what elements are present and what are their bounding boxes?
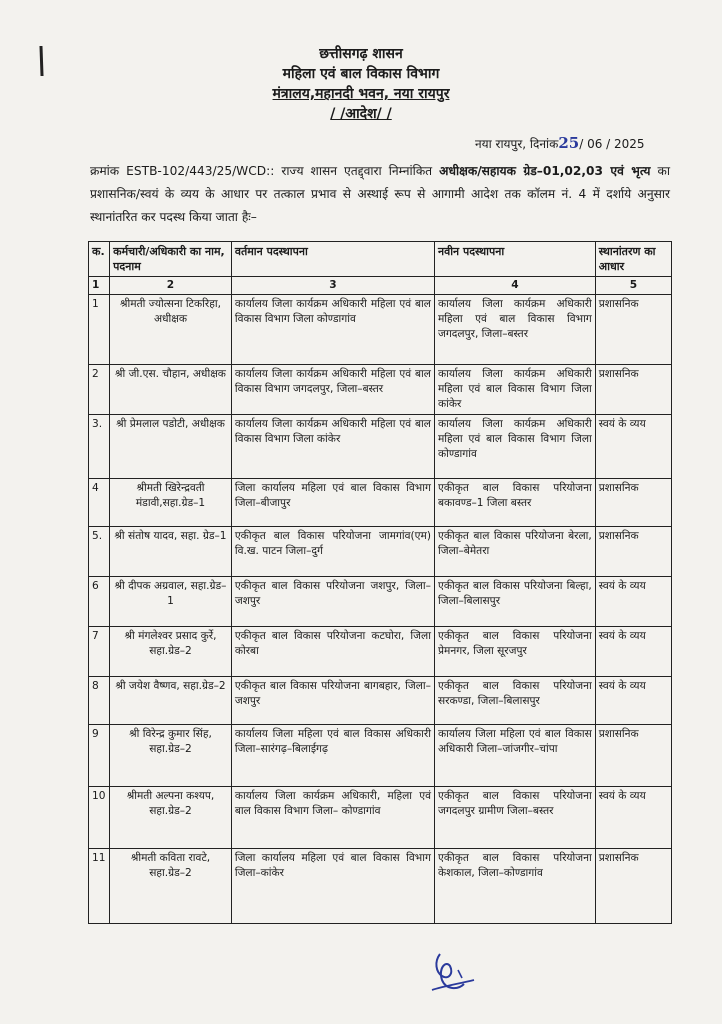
signature-mark xyxy=(428,950,478,996)
table-row xyxy=(89,725,672,787)
cell-serial: 7 xyxy=(89,627,110,677)
col-number: 1 xyxy=(89,277,110,295)
cell-new-posting: कार्यालय जिला कार्यक्रम अधिकारी महिला एवं बाल विकास विभाग जगदलपुर, जिला–बस्तर xyxy=(434,295,595,365)
cell-name: श्री दीपक अग्रवाल, सहा.ग्रेड–1 xyxy=(110,577,232,627)
header-basis: स्थानांतरण का आधार xyxy=(595,242,671,277)
cell-new-posting: एकीकृत बाल विकास परियोजना बेरला, जिला–बेमेतरा xyxy=(434,527,595,577)
govt-name: छत्तीसगढ़ शासन xyxy=(319,46,403,62)
cell-name: श्री मंगलेश्वर प्रसाद कुर्रे, सहा.ग्रेड–2 xyxy=(110,627,232,677)
cell-current-posting: एकीकृत बाल विकास परियोजना जामगांव(एम) वि.ख. पाटन जिला–दुर्ग xyxy=(231,527,434,577)
cell-name: श्रीमती कविता रावटे, सहा.ग्रेड–2 xyxy=(110,849,232,924)
date-line xyxy=(475,134,645,152)
order-text-1: क्रमांक ESTB-102/443/25/WCD:: राज्य शासन एतद्द्वारा निम्नांकित xyxy=(90,164,440,178)
cell-basis: प्रशासनिक xyxy=(595,527,671,577)
date-suffix: / 06 / 2025 xyxy=(579,137,645,151)
handwritten-day: 25 xyxy=(558,134,580,152)
cell-new-posting: कार्यालय जिला कार्यक्रम अधिकारी महिला एवं बाल विकास विभाग जिला कोण्डागांव xyxy=(434,415,595,479)
cell-serial: 6 xyxy=(89,577,110,627)
cell-serial: 2 xyxy=(89,365,110,415)
order-paragraph xyxy=(90,160,670,229)
cell-serial: 4 xyxy=(89,479,110,527)
table-row xyxy=(89,415,672,479)
header-serial: क. xyxy=(89,242,110,277)
order-text-bold: अधीक्षक/सहायक ग्रेड–01,02,03 एवं भृत्य xyxy=(439,164,651,178)
col-number: 5 xyxy=(595,277,671,295)
cell-name: श्रीमती अल्पना कश्यप, सहा.ग्रेड–2 xyxy=(110,787,232,849)
col-number: 2 xyxy=(110,277,232,295)
cell-current-posting: कार्यालय जिला कार्यक्रम अधिकारी महिला एवं बाल विकास विभाग जगदलपुर, जिला–बस्तर xyxy=(231,365,434,415)
column-number-row xyxy=(89,277,672,295)
cell-new-posting: एकीकृत बाल विकास परियोजना बिल्हा, जिला–बिलासपुर xyxy=(434,577,595,627)
cell-basis: प्रशासनिक xyxy=(595,479,671,527)
cell-basis: स्वयं के व्यय xyxy=(595,677,671,725)
col-number: 3 xyxy=(231,277,434,295)
cell-serial: 5. xyxy=(89,527,110,577)
cell-current-posting: एकीकृत बाल विकास परियोजना बागबहार, जिला–जशपुर xyxy=(231,677,434,725)
date-prefix: नया रायपुर, दिनांक xyxy=(475,137,559,151)
cell-current-posting: कार्यालय जिला कार्यक्रम अधिकारी महिला एवं बाल विकास विभाग जिला कोण्डागांव xyxy=(231,295,434,365)
cell-new-posting: एकीकृत बाल विकास परियोजना सरकण्डा, जिला–बिलासपुर xyxy=(434,677,595,725)
cell-basis: स्वयं के व्यय xyxy=(595,627,671,677)
cell-new-posting: एकीकृत बाल विकास परियोजना बकावण्ड–1 जिला बस्तर xyxy=(434,479,595,527)
cell-basis: प्रशासनिक xyxy=(595,849,671,924)
cell-name: श्री प्रेमलाल पडोटी, अधीक्षक xyxy=(110,415,232,479)
office-address: मंत्रालय,महानदी भवन, नया रायपुर xyxy=(272,86,450,102)
cell-new-posting: एकीकृत बाल विकास परियोजना केशकाल, जिला–कोण्डागांव xyxy=(434,849,595,924)
table-row xyxy=(89,627,672,677)
cell-serial: 8 xyxy=(89,677,110,725)
cell-new-posting: एकीकृत बाल विकास परियोजना प्रेमनगर, जिला सूरजपुर xyxy=(434,627,595,677)
cell-name: श्रीमती खिरेन्द्रवती मंडावी,सहा.ग्रेड–1 xyxy=(110,479,232,527)
cell-current-posting: एकीकृत बाल विकास परियोजना कटघोरा, जिला कोरबा xyxy=(231,627,434,677)
cell-serial: 11 xyxy=(89,849,110,924)
cell-name: श्री संतोष यादव, सहा. ग्रेड–1 xyxy=(110,527,232,577)
table-row xyxy=(89,577,672,627)
cell-current-posting: जिला कार्यालय महिला एवं बाल विकास विभाग जिला–कांकेर xyxy=(231,849,434,924)
transfer-table xyxy=(88,241,672,924)
table-row xyxy=(89,527,672,577)
table-row xyxy=(89,365,672,415)
cell-current-posting: कार्यालय जिला महिला एवं बाल विकास अधिकारी जिला–सारंगढ़–बिलाईगढ़ xyxy=(231,725,434,787)
table-header-row xyxy=(89,242,672,277)
table-row xyxy=(89,677,672,725)
cell-current-posting: कार्यालय जिला कार्यक्रम अधिकारी महिला एवं बाल विकास विभाग जिला कांकेर xyxy=(231,415,434,479)
cell-basis: स्वयं के व्यय xyxy=(595,415,671,479)
cell-name: श्री विरेन्द्र कुमार सिंह, सहा.ग्रेड–2 xyxy=(110,725,232,787)
cell-name: श्रीमती ज्योत्सना टिकरिहा, अधीक्षक xyxy=(110,295,232,365)
table-row xyxy=(89,479,672,527)
cell-serial: 1 xyxy=(89,295,110,365)
table-body xyxy=(89,295,672,924)
cell-serial: 3. xyxy=(89,415,110,479)
cell-current-posting: कार्यालय जिला कार्यक्रम अधिकारी, महिला एवं बाल विकास विभाग जिला– कोण्डागांव xyxy=(231,787,434,849)
table-row xyxy=(89,295,672,365)
cell-basis: प्रशासनिक xyxy=(595,725,671,787)
col-number: 4 xyxy=(434,277,595,295)
cell-basis: स्वयं के व्यय xyxy=(595,577,671,627)
header-current-posting: वर्तमान पदस्थापना xyxy=(231,242,434,277)
header-name: कर्मचारी/अधिकारी का नाम, पदनाम xyxy=(110,242,232,277)
table-row xyxy=(89,787,672,849)
cell-current-posting: एकीकृत बाल विकास परियोजना जशपुर, जिला–जशपुर xyxy=(231,577,434,627)
department-name: महिला एवं बाल विकास विभाग xyxy=(282,66,440,82)
letterhead xyxy=(0,44,722,124)
order-text-2: का प्रशासनिक/स्वयं के व्यय के आधार पर तत्काल प्रभाव से अस्थाई रूप से आगामी आदेश तक कॉलम नं. 4 में दर्शाये अनुसार स्थानांतरित कर पदस्थ किया जाता हैः– xyxy=(90,164,671,224)
cell-current-posting: जिला कार्यालय महिला एवं बाल विकास विभाग जिला–बीजापुर xyxy=(231,479,434,527)
cell-serial: 9 xyxy=(89,725,110,787)
cell-basis: प्रशासनिक xyxy=(595,295,671,365)
cell-new-posting: कार्यालय जिला कार्यक्रम अधिकारी महिला एवं बाल विकास विभाग जिला कांकेर xyxy=(434,365,595,415)
table-row xyxy=(89,849,672,924)
cell-new-posting: एकीकृत बाल विकास परियोजना जगदलपुर ग्रामीण जिला–बस्तर xyxy=(434,787,595,849)
cell-basis: प्रशासनिक xyxy=(595,365,671,415)
cell-name: श्री जयेश वैष्णव, सहा.ग्रेड–2 xyxy=(110,677,232,725)
cell-basis: स्वयं के व्यय xyxy=(595,787,671,849)
cell-name: श्री जी.एस. चौहान, अधीक्षक xyxy=(110,365,232,415)
cell-new-posting: कार्यालय जिला महिला एवं बाल विकास अधिकारी जिला–जांजगीर–चांपा xyxy=(434,725,595,787)
order-heading: / /आदेश/ / xyxy=(330,106,392,122)
cell-serial: 10 xyxy=(89,787,110,849)
header-new-posting: नवीन पदस्थापना xyxy=(434,242,595,277)
